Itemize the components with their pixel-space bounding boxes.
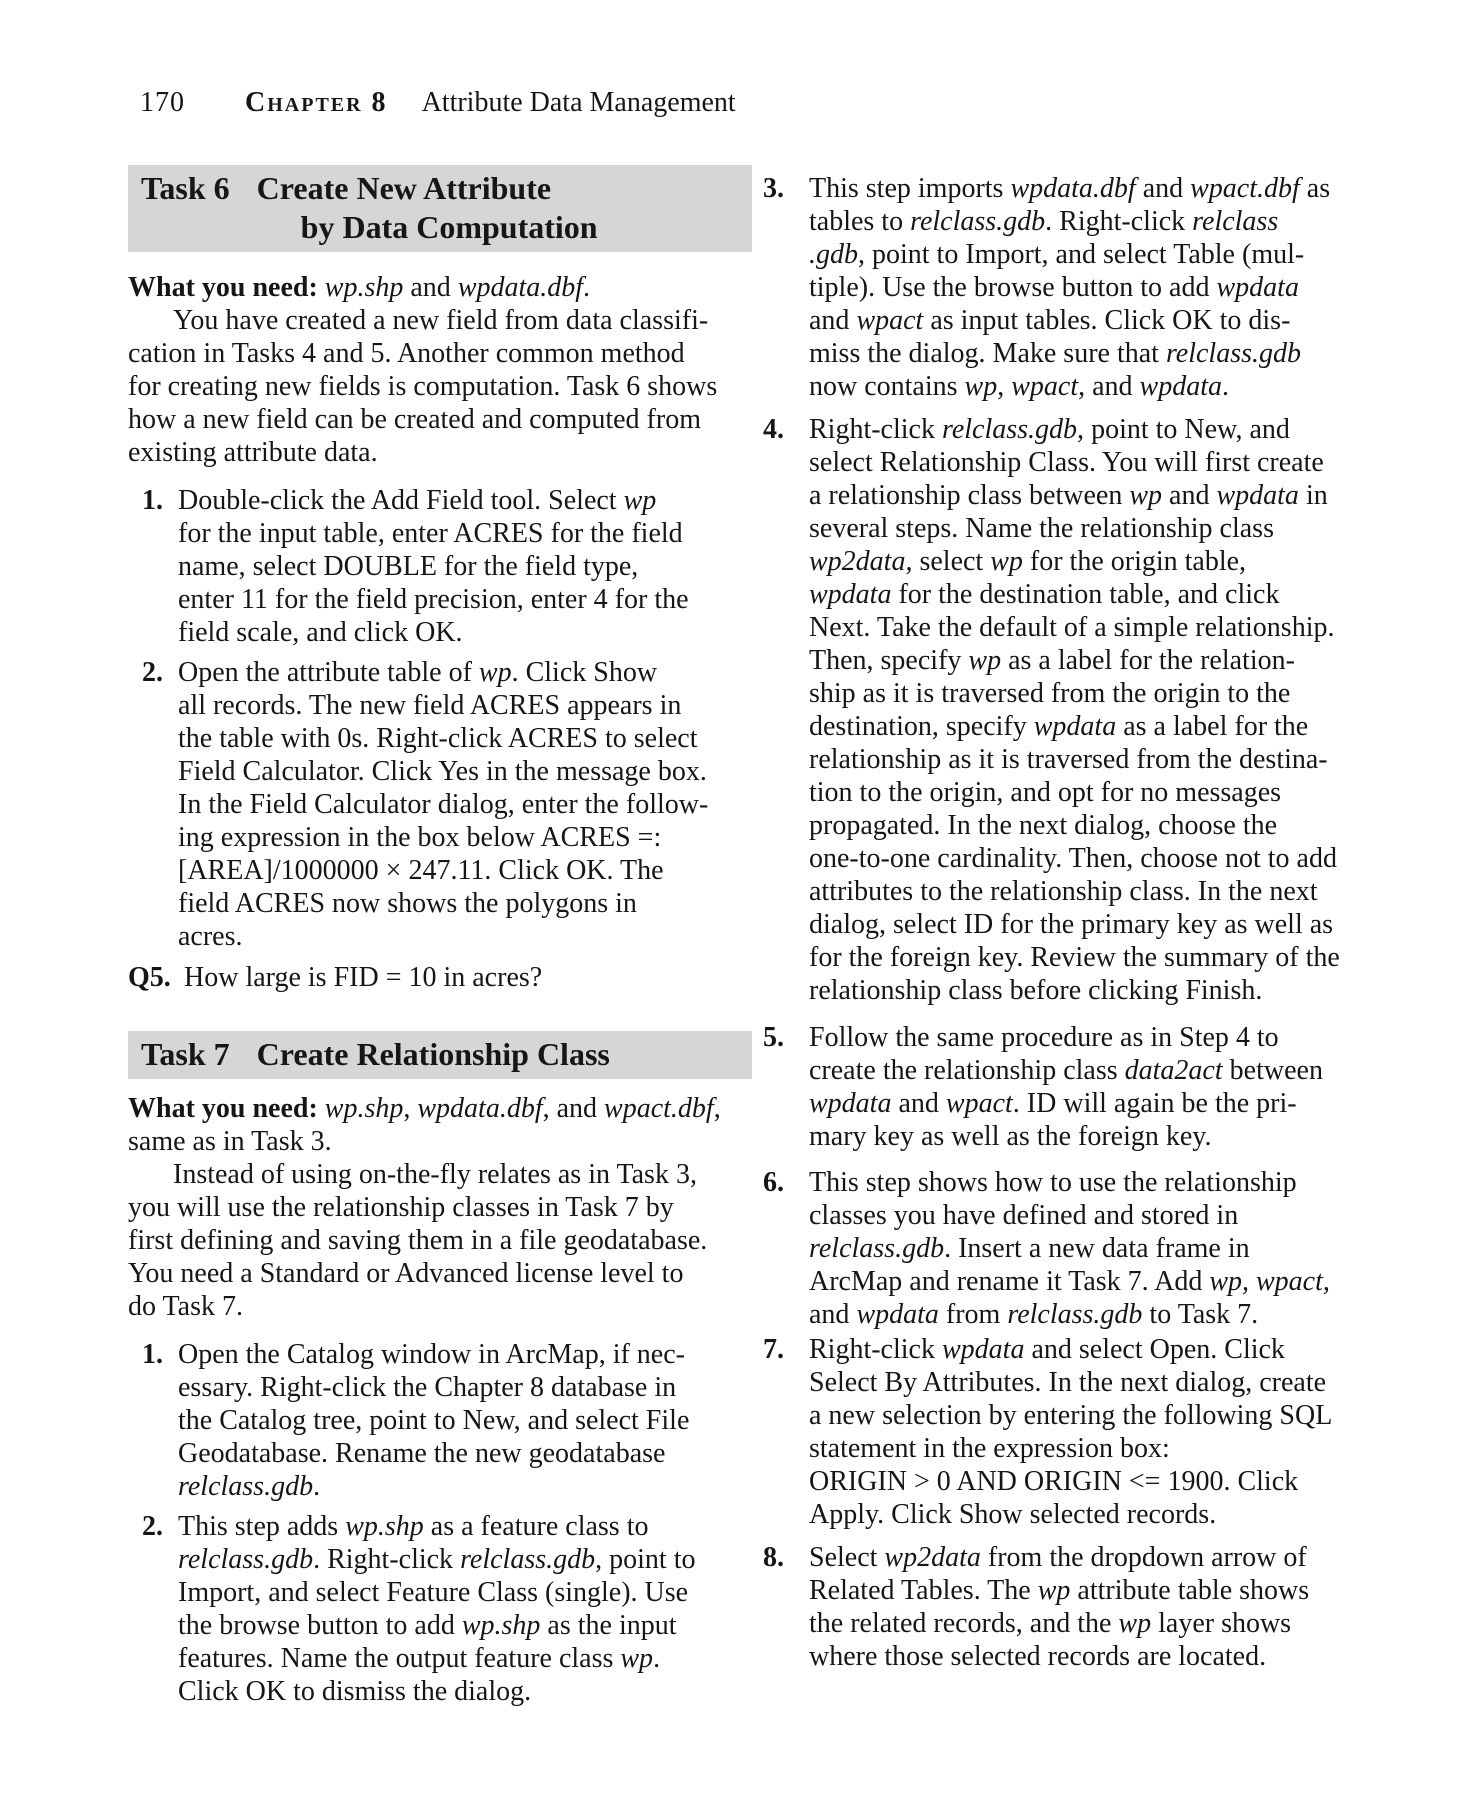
list-item <box>763 413 1387 1007</box>
list-item-number: 5. <box>763 1022 784 1053</box>
chapter-title: Attribute Data Management <box>421 87 736 118</box>
task6-title-line2: by Data Computation <box>300 209 598 245</box>
task7-banner <box>128 1031 752 1079</box>
task6-banner <box>128 165 752 252</box>
list-item <box>128 1510 752 1708</box>
task7-intro-paragraph: Instead of using on-the-fly relates as in Task 3, you will use the relationship classes in Task 7 by first defining and saving them in a file geodatabase. You need a Standard or Advanced license level to do Task 7. <box>128 1159 708 1322</box>
list-item-number: 1. <box>142 1339 163 1370</box>
list-item <box>763 172 1387 403</box>
list-item-text: Right-click relclass.gdb, point to New, and select Relationship Class. You will first create a relationship class between wp and wpdata in several steps. Name the relationship class wp2data, select wp for the origin table, wpdata for the destination table, and click Next. Take the default of a simple relationship. Then, specify wp as a label for the relation- ship as it is traversed from the origin to the destination, specify wpdata as a label for the relationship as it is traversed from the destina- tion to the origin, and opt for no messages propagated. In the next dialog, choose the one-to-one cardinality. Then, choose not to add attributes to the relationship class. In the next dialog, select ID for the primary key as well as for the foreign key. Review the summary of the relationship class before clicking Finish. <box>809 414 1340 1006</box>
list-item-text: Right-click wpdata and select Open. Click Select By Attributes. In the next dialog, create a new selection by entering the following SQL statement in the expression box: ORIGIN > 0 AND ORIGIN <= 1900. Click Apply. Click Show selected records. <box>809 1334 1333 1530</box>
list-item-text: This step adds wp.shp as a feature class to relclass.gdb. Right-click relclass.gdb, point to Import, and select Feature Class (single). Use the browse button to add wp.shp as the input features. Name the output feature class wp. Click OK to dismiss the dialog. <box>178 1511 696 1707</box>
task7-what-you-need <box>128 1092 752 1158</box>
list-item-number: 1. <box>142 485 163 516</box>
list-item-number: 3. <box>763 173 784 204</box>
task7-title: Create Relationship Class <box>256 1036 610 1072</box>
what-you-need-label: What you need: <box>128 272 318 303</box>
task6-title-line1: Create New Attribute <box>256 170 552 206</box>
what-you-need-files: wp.shp and wpdata.dbf. <box>324 272 591 303</box>
list-item-text: This step shows how to use the relationship classes you have defined and stored in relclass.gdb. Insert a new data frame in ArcMap and rename it Task 7. Add wp, wpact, and wpdata from relclass.gdb to Task 7. <box>809 1167 1330 1330</box>
list-item <box>763 1021 1387 1153</box>
list-item <box>763 1541 1387 1673</box>
page-number: 170 <box>140 87 185 118</box>
task6-intro-paragraph: You have created a new field from data classifi- cation in Tasks 4 and 5. Another common method for creating new fields is computation. Task 6 shows how a new field can be created and computed from existing attribute data. <box>128 305 718 468</box>
list-item-text: Select wp2data from the dropdown arrow of Related Tables. The wp attribute table shows the related records, and the wp layer shows where those selected records are located. <box>809 1542 1310 1672</box>
list-item-text: Open the attribute table of wp. Click Show all records. The new field ACRES appears in the table with 0s. Right-click ACRES to select Field Calculator. Click Yes in the message box. In the Field Calculator dialog, enter the follow- ing expression in the box below ACRES =: [AREA]/1000000 × 247.11. Click OK. The field ACRES now shows the polygons in acres. <box>178 657 709 952</box>
task7-number: Task 7 <box>141 1036 230 1072</box>
list-item <box>128 1338 752 1503</box>
list-item-text: This step imports wpdata.dbf and wpact.dbf as tables to relclass.gdb. Right-click relclass .gdb, point to Import, and select Table (mul- tiple). Use the browse button to add wpdata and wpact as input tables. Click OK to dis- miss the dialog. Make sure that relclass.gdb now contains wp, wpact, and wpdata. <box>809 173 1331 402</box>
right-column <box>763 172 1387 1673</box>
list-item <box>763 1333 1387 1531</box>
list-item-text: Follow the same procedure as in Step 4 to create the relationship class data2act between wpdata and wpact. ID will again be the pri- mary key as well as the foreign key. <box>809 1022 1323 1152</box>
list-item-number: 8. <box>763 1542 784 1573</box>
task6-title <box>257 169 598 247</box>
task7-steps <box>128 1338 752 1708</box>
task6-what-you-need <box>128 271 752 304</box>
list-item-number: 2. <box>142 657 163 688</box>
list-item-text: Double-click the Add Field tool. Select wp for the input table, enter ACRES for the field name, select DOUBLE for the field type, enter 11 for the field precision, enter 4 for the field scale, and click OK. <box>178 485 689 648</box>
page-header <box>130 86 1385 119</box>
question-label: Q5. <box>128 962 171 993</box>
task6-steps <box>128 484 752 953</box>
list-item <box>128 656 752 953</box>
question-text: How large is FID = 10 in acres? <box>184 962 543 993</box>
list-item-number: 7. <box>763 1334 784 1365</box>
list-item-number: 6. <box>763 1167 784 1198</box>
what-you-need-files: wp.shp, wpdata.dbf, and wpact.dbf, same as in Task 3. <box>128 1093 721 1157</box>
list-item-number: 4. <box>763 414 784 445</box>
left-column <box>128 165 752 1708</box>
what-you-need-label: What you need: <box>128 1093 318 1124</box>
list-item <box>763 1166 1387 1331</box>
task6-number: Task 6 <box>141 170 230 206</box>
question-q5 <box>128 961 752 994</box>
list-item-number: 2. <box>142 1511 163 1542</box>
list-item-text: Open the Catalog window in ArcMap, if nec- essary. Right-click the Chapter 8 database in the Catalog tree, point to New, and select File Geodatabase. Rename the new geodatabase relclass.gdb. <box>178 1339 690 1502</box>
chapter-label: Chapter 8 <box>245 87 388 118</box>
list-item <box>128 484 752 649</box>
